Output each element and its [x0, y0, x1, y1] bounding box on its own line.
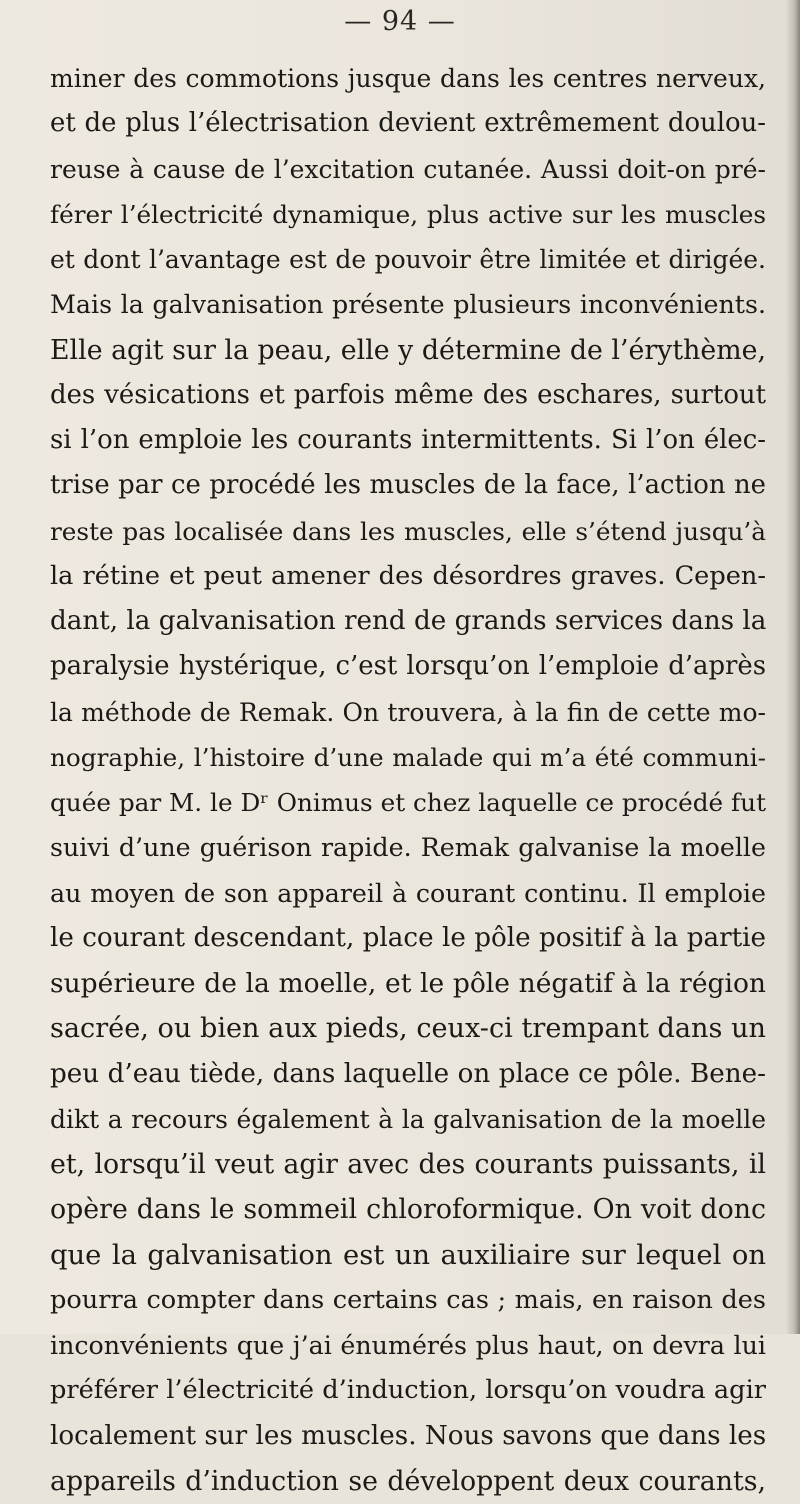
- text-line: dant, la galvanisation rend de grands services dans la: [50, 606, 767, 636]
- text-line: la méthode de Remak. On trouvera, à la fin de cette mo-: [50, 697, 766, 727]
- text-line: pourra compter dans certains cas ; mais, en raison des: [50, 1284, 766, 1315]
- text-line: sacrée, ou bien aux pieds, ceux-ci trempant dans un: [50, 1013, 766, 1045]
- text-line: Elle agit sur la peau, elle y détermine de l’érythème,: [50, 334, 766, 366]
- text-line: reuse à cause de l’excitation cutanée. Aussi doit-on pré-: [50, 154, 766, 184]
- text-line: inconvénients que j’ai énumérés plus haut, on devra lui: [50, 1331, 766, 1360]
- text-line: localement sur les muscles. Nous savons que dans les: [50, 1420, 767, 1451]
- text-line: Mais la galvanisation présente plusieurs inconvénients.: [50, 290, 766, 320]
- text-line: et, lorsqu’il veut agir avec des courants puissants, il: [50, 1149, 766, 1180]
- text-line: et de plus l’électrisation devient extrêmement doulou-: [50, 108, 766, 139]
- text-line: la rétine et peut amener des désordres graves. Cepen-: [50, 560, 766, 591]
- text-line: peu d’eau tiède, dans laquelle on place ce pôle. Bene-: [50, 1058, 766, 1089]
- text-line: nographie, l’histoire d’une malade qui m’a été communi-: [50, 742, 766, 772]
- text-line: trise par ce procédé les muscles de la face, l’action ne: [50, 470, 766, 501]
- text-line: que la galvanisation est un auxiliaire sur lequel on: [50, 1239, 766, 1271]
- text-line: au moyen de son appareil à courant continu. Il emploie: [50, 878, 766, 908]
- text-line: supérieure de la moelle, et le pôle négatif à la région: [50, 968, 766, 999]
- text-line: si l’on emploie les courants intermittents. Si l’on élec-: [50, 425, 766, 455]
- text-line: opère dans le sommeil chloroformique. On voit donc: [50, 1194, 766, 1226]
- text-line: appareils d’induction se développent deux courants,: [50, 1465, 766, 1497]
- page-number: — 94 —: [344, 6, 456, 37]
- text-line: quée par M. le Dʳ Onimus et chez laquelle ce procédé fut: [50, 788, 766, 817]
- text-line: dikt a recours également à la galvanisation de la moelle: [50, 1104, 766, 1134]
- page-edge-shadow: [786, 0, 800, 1334]
- text-line: férer l’électricité dynamique, plus active sur les muscles: [50, 199, 766, 229]
- text-line: des vésications et parfois même des eschares, surtout: [50, 379, 766, 410]
- text-line: le courant descendant, place le pôle positif à la partie: [50, 922, 766, 953]
- body-text: [50, 56, 766, 1504]
- text-line: paralysie hystérique, c’est lorsqu’on l’emploie d’après: [50, 651, 766, 682]
- text-line: miner des commotions jusque dans les centres nerveux,: [50, 64, 766, 93]
- text-line: et dont l’avantage est de pouvoir être limitée et dirigée.: [50, 245, 766, 274]
- text-line: préférer l’électricité d’induction, lorsqu’on voudra agir: [50, 1375, 766, 1406]
- text-line: reste pas localisée dans les muscles, elle s’étend jusqu’à: [50, 516, 766, 546]
- text-line: suivi d’une guérison rapide. Remak galvanise la moelle: [50, 833, 766, 863]
